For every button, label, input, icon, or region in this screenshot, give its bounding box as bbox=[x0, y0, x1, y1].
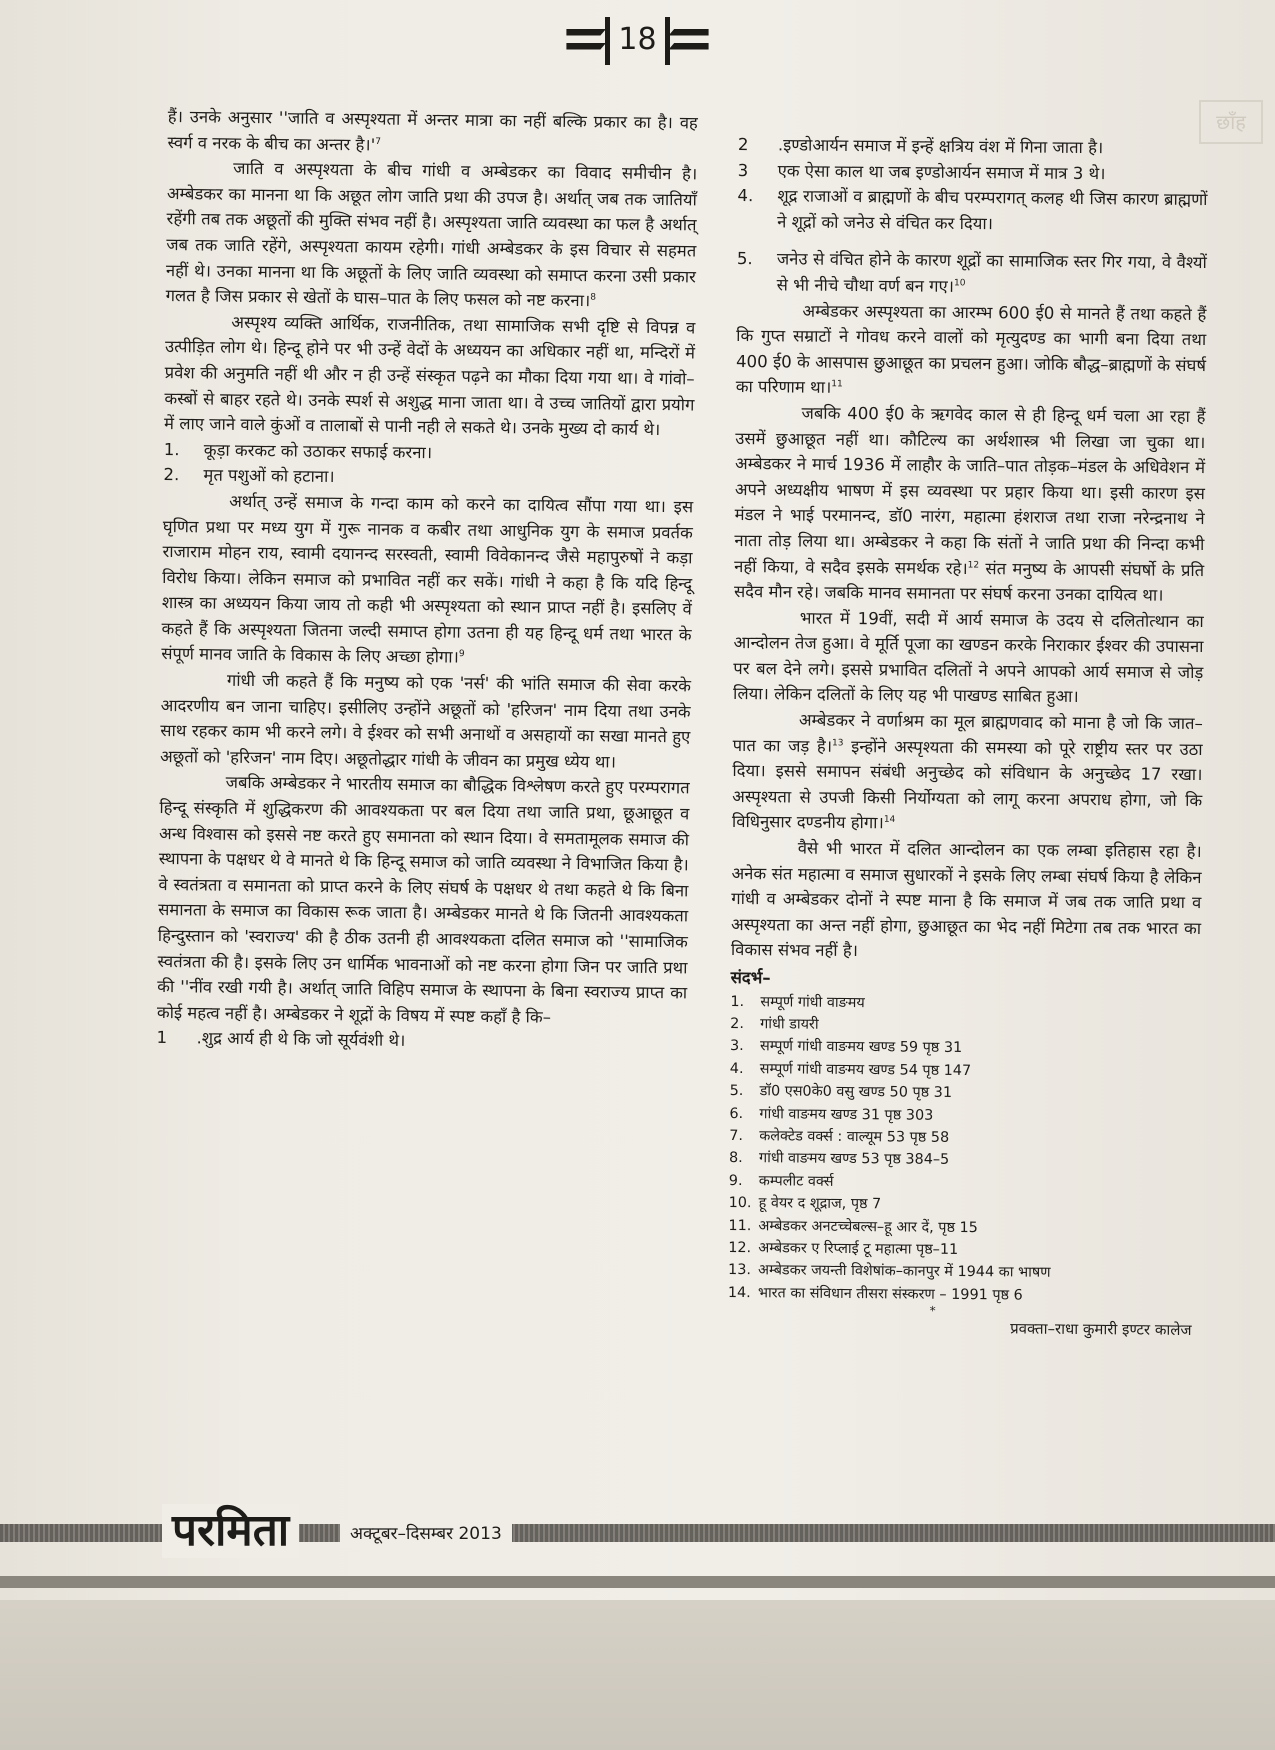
reference-item: 1. सम्पूर्ण गांधी वाङमय bbox=[730, 993, 865, 1011]
list-item: 1. कूड़ा करकट को उठाकर सफाई करना। bbox=[163, 439, 433, 462]
author-affiliation: प्रवक्ता–राधा कुमारी इण्टर कालेज bbox=[1010, 1319, 1192, 1340]
list-item: 3 एक ऐसा काल था जब इण्डोआर्यन समाज में मात्र 3 थे। bbox=[737, 160, 1106, 183]
paragraph: जबकि अम्बेडकर ने भारतीय समाज का बौद्धिक विश्लेषण करते हुए परम्परागत हिन्दू संस्कृति में शुद्धिकरण की आवश्यकता पर बल दिया तथा जाति प्रथा, छूआछूत व अन्ध विश्वास को इससे नष्ट करते हुए समानता को स्थान दिया। वे समतामूलक समाज की स्थापना के पक्षधर थे वे मानते थे कि हिन्दू समाज को जाति व्यवस्था ने विभाजित किया है। वे स्वतंत्रता व समानता को प्राप्त करने के लिए संघर्ष के पक्षधर थे तथा कहते थे कि बिना समानता के समाज का विकास रूक जाता है। अम्बेडकर मानते थे कि जितनी आवश्यकता हिन्दुस्तान को 'स्वराज्य' की है ठीक उतनी ही आवश्यकता दलित समाज को ''सामाजिक स्वतंत्रता की है। इसके लिए उन धार्मिक भावनाओं को नष्ट करना होगा जिन पर जाति प्रथा की ''नींव रखी गयी है। अर्थात् जाति विहिप समाज के स्थापना के बिना स्वराज्य प्राप्त का कोई महत्व नहीं है। अम्बेडकर ने शूद्रों के विषय में स्पष्ट कहाँ है कि– bbox=[156, 773, 690, 1027]
bleed-through-text: छाँह bbox=[1199, 100, 1263, 144]
reference-item: 2. गांधी डायरी bbox=[730, 1015, 819, 1033]
page-header bbox=[0, 22, 1275, 57]
footer-band-lower bbox=[0, 1576, 1275, 1588]
magazine-logo: परमिता bbox=[162, 1504, 299, 1558]
paragraph: जबकि 400 ई0 के ऋगवेद काल से ही हिन्दू धर्म चला आ रहा हैं उसमें छुआछूत नहीं था। कौटिल्य का अर्थशास्त्र भी लिखा जा चुका था। अम्बेडकर ने मार्च 1936 में लाहौर के जाति–पात तोड़क–मंडल के अधिवेशन में अपने अध्यक्षीय भाषण में इस व्यवस्था पर प्रहार किया था। इसी कारण इस मंडल ने भाई परमानन्द, डॉ0 नारंग, महात्मा हंशराज तथा राजा नरेन्द्रनाथ ने नाता तोड़ लिया था। अम्बेडकर ने कहा कि संतों ने जाति प्रथा की निन्दा कभी नहीं किया, वे सदैव इसके समर्थक रहे।$^{12}$ संत मनुष्य के आपसी संघर्षो के प्रति सदैव मौन रहे। जबकि मानव समानता पर संघर्ष करना उनका दायित्व था। bbox=[733, 403, 1206, 605]
shudra-list bbox=[156, 1025, 686, 1057]
paragraph: गांधी जी कहते हैं कि मनुष्य को एक 'नर्स' की भांति समाज की सेवा करके आदरणीय बन जाना चाहिए। इसीलिए उन्होंने अछूतों को 'हरिजन' नाम दिया तथा उनके साथ रहकर काम भी करने लगे। वे ईश्वर को सभी अनाथों व असहायों का सखा मानते हुए अछूतों को 'हरिजन' नाम दिए। अछूतोद्धार गांधी के जीवन का प्रमुख ध्येय था। bbox=[159, 670, 692, 772]
paragraph: वैसे भी भारत में दलित आन्दोलन का एक लम्बा इतिहास रहा है। अनेक संत महात्मा व समाज सुधारकों ने इसके लिए लम्बा संघर्ष किया है लेकिन गांधी व अम्बेडकर दोनों ने स्पष्ट माना है कि समाज में जब तक जाति प्रथा व अस्पृश्यता का अन्त नहीं होगा, छुआछूत का भेद नहीं मिटेगा तब तक भारत का विकास संभव नहीं है। bbox=[730, 838, 1202, 961]
left-bars-ornament-icon bbox=[566, 23, 606, 57]
reference-item: 10. हू वेयर द शूद्राज, पृष्ठ 7 bbox=[728, 1195, 882, 1213]
reference-item: 4. सम्पूर्ण गांधी वाङमय खण्ड 54 पृष्ठ 147 bbox=[729, 1060, 972, 1079]
reference-item: 7. कलेक्टेड वर्क्स : वाल्यूम 53 पृष्ठ 58 bbox=[729, 1127, 950, 1146]
paragraph: हैं। उनके अनुसार ''जाति व अस्पृश्यता में अन्तर मात्रा का नहीं बल्कि प्रकार का है। वह स्वर्ग व नरक के बीच का अन्तर है।'$^7$ bbox=[167, 106, 698, 155]
paragraph: अम्बेडकर अस्पृश्यता का आरम्भ 600 ई0 से मानते हैं तथा कहते हैं कि गुप्त सम्राटों ने गोवध करने वालों को मृत्युदण्ड का भागी बना दिया तथा 400 ई0 के आसपास छुआछूत का प्रचलन हुआ। जोकि बौद्ध–ब्राह्मणों के संघर्ष का परिणाम था।$^{11}$ bbox=[735, 301, 1207, 398]
reference-item: 5. डॉ0 एस0के0 वसु खण्ड 50 पृष्ठ 31 bbox=[729, 1083, 953, 1102]
reference-item: 12. अम्बेडकर ए रिप्लाई टू महात्मा पृष्ठ–11 bbox=[728, 1240, 959, 1259]
shudra-list-continued bbox=[737, 132, 1208, 302]
page-footer bbox=[0, 1505, 1275, 1580]
list-item: 1 .शुद्र आर्य ही थे कि जो सूर्यवंशी थे। bbox=[156, 1028, 406, 1051]
reference-item: 3. सम्पूर्ण गांधी वाङमय खण्ड 59 पृष्ठ 31 bbox=[729, 1038, 963, 1057]
reference-item: 6. गांधी वाङमय खण्ड 31 पृष्ठ 303 bbox=[729, 1105, 934, 1124]
reference-item: 8. गांधी वाङमय खण्ड 53 पृष्ठ 384–5 bbox=[728, 1150, 950, 1169]
list-item: 2. मृत पशुओं को हटाना। bbox=[163, 465, 335, 487]
page-number: 18 bbox=[618, 22, 657, 57]
reference-item: 13. अम्बेडकर जयन्ती विशेषांक–कानपुर में 1944 का भाषण bbox=[727, 1262, 1051, 1282]
end-star: * bbox=[929, 1303, 936, 1319]
right-bars-ornament-icon bbox=[669, 23, 709, 57]
paragraph: अस्पृश्य व्यक्ति आर्थिक, राजनीतिक, तथा सामाजिक सभी दृष्टि से विपन्न व उत्पीड़ित लोग थे। हिन्दू होने पर भी उन्हें वेदों के अध्ययन का अधिकार नहीं था, मन्दिरों में प्रवेश की अनुमति नहीं थी और न ही उन्हें संस्कृत पढ़ने का मौका दिया गया था। वे गांवो–कस्बों से बाहर रहते थे। उनके स्पर्श से अशुद्ध माना जाता था। वे उच्च जातियों द्वारा प्रयोग में लाए जाने वाले कुंओं व तालाबों से पानी नही ले सकते थे। उनके मुख्य दो कार्य थे। bbox=[163, 312, 696, 440]
paragraph: भारत में 19वीं, सदी में आर्य समाज के उदय से दलितोत्थान का आन्दोलन तेज हुआ। वे मूर्ति पूजा का खण्डन करके निराकार ईश्वर की उपासना पर बल देने लगे। इससे प्रभावित दलितों ने अपने आपको आर्य समाज से जोड़ लिया। लेकिन दलितों के लिए यह भी पाखण्ड साबित हुआ। bbox=[733, 608, 1204, 707]
paragraph: अर्थात् उन्हें समाज के गन्दा काम को करने का दायित्व सौंपा गया था। इस घृणित प्रथा पर मध्य युग में गुरू नानक व कबीर तथा आधुनिक युग के समाज प्रवर्तक राजाराम मोहन राय, स्वामी दयानन्द सरस्वती, स्वामी विवेकानन्द जैसे महापुरुषों ने कड़ा विरोध किया। लेकिन समाज को प्रभावित नहीं कर सकें। गांधी ने कहा है कि यदि हिन्दू शास्त्र का अध्ययन किया जाय तो कही भी अस्पृश्यता को स्थान प्राप्त नहीं है। इसलिए वें कहते हैं कि अस्पृश्यता जितना जल्दी समाप्त होगा उतना ही यह हिन्दू धर्म तथा भारत के संपूर्ण मानव जाति के विकास के लिए अच्छा होगा।$^9$ bbox=[161, 491, 694, 668]
list-item: 5. जनेउ से वंचित होने के कारण शूद्रों का सामाजिक स्तर गिर गया, वे वैश्यों से भी नीचे चौथा वर्ण बन गए।$^{10}$ bbox=[736, 249, 1207, 296]
reference-item: 11. अम्बेडकर अनटच्चेबल्स–हू आर दें, पृष्ठ 15 bbox=[728, 1217, 978, 1236]
paragraph: जाति व अस्पृश्यता के बीच गांधी व अम्बेडकर का विवाद समीचीन है। अम्बेडकर का मानना था कि अछूत लोग जाति प्रथा की उपज है। अर्थात् जब तक जातियाँ रहेंगी तब तक अछूतों की मुक्ति संभव नहीं है। अस्पृश्यता जाति व्यवस्था का फल है अर्थात् जब तक जाति रहेंगे, अस्पृश्यता कायम रहेगी। गांधी अम्बेडकर के इस विचार से सहमत नहीं थे। उनका मानना था कि अछूतों के लिए जाति व्यवस्था को समाप्त करना उसी प्रकार गलत है जिस प्रकार से खेतों के घास–पात के लिए फसल को नष्ट करना।$^8$ bbox=[165, 158, 698, 311]
duties-list bbox=[163, 437, 694, 495]
paragraph: अम्बेडकर ने वर्णाश्रम का मूल ब्राह्मणवाद को माना है जो कि जात–पात का जड़ है।$^{13}$ इन्होंने अस्पृश्यता की समस्या को पूरे राष्ट्रीय स्तर पर उठा दिया। इससे समापन संबंधी अनुच्छेद को संविधान के अनुच्छेद 17 रखा। अस्पृश्यता से उपजी किसी निर्योग्यता को लागू करना अपराध होगा, जो कि विधिनुसार दण्डनीय होगा।$^{14}$ bbox=[731, 710, 1203, 833]
left-column bbox=[156, 104, 698, 1057]
list-item: 2 .इण्डोआर्यन समाज में इन्हें क्षत्रिय वंश में गिना जाता है। bbox=[737, 134, 1104, 158]
reference-item: 9. कम्पलीट वर्क्स bbox=[728, 1172, 834, 1190]
right-column bbox=[727, 132, 1208, 1344]
list-item: 4. शूद्र राजाओं व ब्राह्मणों के बीच परम्परागत् कलह थी जिस कारण ब्राह्मणों ने शूद्रों को जनेउ से वंचित कर दिया। bbox=[737, 186, 1208, 234]
reference-item: 14. भारत का संविधान तीसरा संस्करण – 1991 पृष्ठ 6 bbox=[727, 1284, 1023, 1304]
issue-date: अक्टूबर–दिसम्बर 2013 bbox=[340, 1520, 512, 1548]
page-edge bbox=[0, 1600, 1275, 1750]
references-list bbox=[728, 991, 1201, 1309]
references-heading: संदर्भ– bbox=[730, 967, 771, 988]
